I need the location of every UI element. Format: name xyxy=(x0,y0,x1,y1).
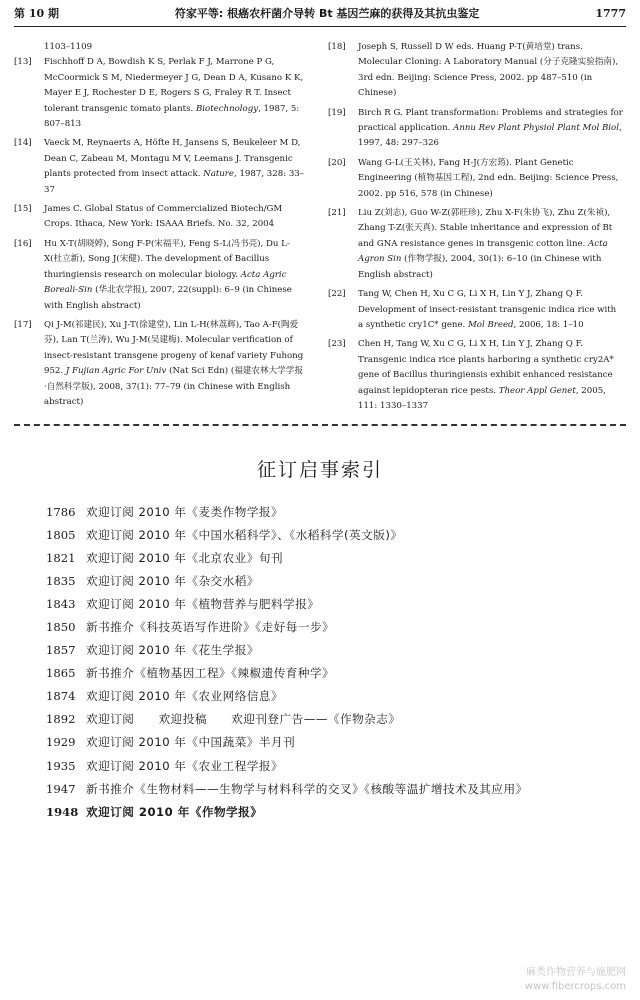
index-item xyxy=(46,662,606,685)
reference-journal: J Fujian Agric For Univ xyxy=(65,366,167,377)
index-entry-text: 欢迎订阅 2010 年《杂交水稻》 xyxy=(86,573,259,588)
index-entry-text: 欢迎订阅 2010 年《植物营养与肥料学报》 xyxy=(86,596,320,611)
reference-journal: Theor Appl Genet xyxy=(498,385,576,396)
index-item xyxy=(46,639,606,662)
index-item xyxy=(46,731,606,754)
index-entry-text: 欢迎订阅 2010 年《北京农业》旬刊 xyxy=(86,550,284,565)
reference-citation: , 2006, 18: 1–10 xyxy=(513,319,584,330)
page-header xyxy=(14,0,626,26)
reference-text: Hu X-T(胡晓婷), Song F-P(宋福平), Feng S-L(冯书亮), Du L-X(杜立新), Song J(宋健). The development of Bacillus thuringiensis research on molecular biology. xyxy=(44,238,290,280)
reference-number: [16] xyxy=(14,238,32,249)
reference-item xyxy=(328,106,623,152)
index-entry-text: 新书推介《植物基因工程》《辣椒遗传育种学》 xyxy=(86,666,335,681)
reference-journal: Biotechnology xyxy=(195,103,259,114)
reference-number: [23] xyxy=(328,339,346,350)
index-item xyxy=(46,685,606,708)
index-entry-text: 欢迎订阅 2010 年《农业工程学报》 xyxy=(86,758,284,773)
index-page-number: 1857 xyxy=(46,643,76,658)
reference-citation: , 1987, 5: 807–813 xyxy=(44,103,300,130)
reference-text: Tang W, Chen H, Xu C G, Li X H, Lin Y J, Zhang Q F. Development of insect-resistant transgenic indica rice with a synthetic cry1C* gene. xyxy=(358,289,617,330)
issue-label: 第 10 期 xyxy=(14,7,59,20)
reference-number: [14] xyxy=(14,138,32,149)
index-item xyxy=(46,777,606,800)
index-item xyxy=(46,800,606,823)
reference-text: Fischhoff D A, Bowdish K S, Perlak F J, Marrone P G, McCoormick S M, Niedermeyer J G, Dean D A, Kusano K K, Mayer E J, Rochester D E, Rogers S G, Fraley R T. Insect tolerant transgenic tomato plants. xyxy=(44,57,304,114)
index-entry-text: 欢迎订阅 2010 年《中国蔬菜》半月刊 xyxy=(86,735,296,750)
reference-item xyxy=(328,206,623,283)
page-number: 1777 xyxy=(595,6,626,20)
reference-citation: (作物学报), 2004, 30(1): 6–10 (in Chinese with English abstract) xyxy=(358,254,602,280)
reference-continuation: 1103–1109 xyxy=(44,42,93,52)
running-title: 符家平等: 根癌农杆菌介导转 Bt 基因苎麻的获得及其抗虫鉴定 xyxy=(174,7,480,20)
reference-citation: (Nat Sci Edn) (福建农林大学学报·自然科学版), 2008, 37(1): 77–79 (in Chinese with English abstract) xyxy=(44,366,303,407)
reference-number: [13] xyxy=(14,57,32,68)
reference-number: [21] xyxy=(328,208,346,219)
index-page-number: 1821 xyxy=(46,550,76,565)
index-page-number: 1892 xyxy=(46,712,76,727)
reference-text: Vaeck M, Reynaerts A, Höfte H, Jansens S, Beukeleer M D, Dean C, Zabeau M, Montagu M V, Leemans J. Transgenic plants protected from insect attack. xyxy=(44,138,301,180)
index-page-number: 1929 xyxy=(46,735,76,750)
index-page-number: 1947 xyxy=(46,781,76,796)
index-page-number: 1865 xyxy=(46,666,76,681)
reference-text: James C. Global Status of Commercialized Biotech/GM Crops. Ithaca, New York: ISAAA Briefs. No. 32, 2004 xyxy=(44,204,283,230)
reference-item xyxy=(328,40,623,102)
reference-item xyxy=(328,287,623,333)
index-item xyxy=(46,592,606,615)
index-page-number: 1835 xyxy=(46,573,76,588)
index-page-number: 1948 xyxy=(46,804,79,819)
references-left-column xyxy=(14,40,305,414)
index-entry-text: 欢迎订阅 2010 年《中国水稻科学》、《水稻科学(英文版)》 xyxy=(86,527,403,542)
reference-number: [20] xyxy=(328,157,346,168)
index-item xyxy=(46,523,606,546)
index-entry-text: 新书推介《科技英语写作进阶》《走好每一步》 xyxy=(86,620,335,635)
index-entry-text: 欢迎订阅 2010 年《作物学报》 xyxy=(86,804,263,819)
reference-journal: Mol Breed xyxy=(468,319,514,330)
reference-citation: (华北农学报), 2007, 22(suppl): 6–9 (in Chinese with English abstract) xyxy=(44,285,292,311)
index-entry-text: 欢迎订阅 2010 年《麦类作物学报》 xyxy=(86,504,284,519)
reference-journal: Nature xyxy=(203,169,234,180)
index-page-number: 1850 xyxy=(46,620,76,635)
reference-number: [18] xyxy=(328,42,346,52)
site-watermark xyxy=(525,966,626,994)
reference-item xyxy=(14,237,305,314)
index-list xyxy=(46,500,606,823)
index-page-number: 1805 xyxy=(46,527,76,542)
reference-text: Chen H, Tang W, Xu C G, Li X H, Lin Y J, Zhang Q F. Transgenic indica rice plants harboring a synthetic cry2A* gene of Bacillus thuringiensis exhibit enhanced resistance against lepidopteran rice pests. xyxy=(358,339,614,396)
reference-item xyxy=(14,136,305,198)
reference-number: [17] xyxy=(14,319,32,330)
index-entry-text: 欢迎订阅 欢迎投稿 欢迎刊登广告——《作物杂志》 xyxy=(86,712,401,727)
reference-citation: , 2005, 111: 1330–1337 xyxy=(358,385,606,411)
index-item xyxy=(46,615,606,638)
index-item xyxy=(46,708,606,731)
index-page-number: 1786 xyxy=(46,504,76,519)
index-page-number: 1843 xyxy=(46,596,76,611)
index-entry-text: 欢迎订阅 2010 年《花生学报》 xyxy=(86,643,259,658)
index-entry-text: 新书推介《生物材料——生物学与材料科学的交叉》《核酸等温扩增技术及其应用》 xyxy=(86,781,528,796)
reference-item xyxy=(328,156,623,202)
watermark-line-2: www.fibercrops.com xyxy=(524,981,626,992)
index-item xyxy=(46,569,606,592)
index-entry-text: 欢迎订阅 2010 年《农业网络信息》 xyxy=(86,689,284,704)
section-divider xyxy=(14,424,626,426)
reference-citation: , 1987, 328: 33–37 xyxy=(44,169,305,195)
reference-number: [22] xyxy=(328,289,346,300)
reference-item xyxy=(14,202,305,233)
reference-text: Wang G-L(王关林), Fang H-J(方宏筠). Plant Genetic Engineering (植物基因工程), 2nd edn. Beijing: Science Press, 2002. pp 516, 578 (in Chinese) xyxy=(358,157,619,199)
reference-text: Liu Z(刘志), Guo W-Z(郭旺珍), Zhu X-F(朱协飞), Zhu Z(朱祯), Zhang T-Z(张天真). Stable inheritance and expression of Bt and GNA resistance genes in transgenic cotton line. xyxy=(358,208,613,249)
reference-citation: , 1997, 48: 297–326 xyxy=(358,123,622,149)
reference-item xyxy=(14,318,305,410)
index-item xyxy=(46,500,606,523)
references-section xyxy=(14,40,626,412)
index-title: 征订启事索引 xyxy=(256,459,383,481)
reference-number: [15] xyxy=(14,204,32,215)
reference-journal: Acta Agric Boreali-Sin xyxy=(44,269,287,296)
index-page-number: 1935 xyxy=(46,758,76,773)
reference-item xyxy=(14,55,305,132)
references-right-column xyxy=(328,40,623,418)
reference-text: Birch R G. Plant transformation: Problems and strategies for practical application. xyxy=(358,107,623,134)
index-item xyxy=(46,754,606,777)
reference-journal: Annu Rev Plant Physiol Plant Mol Biol xyxy=(453,123,619,134)
reference-text: Qi J-M(祁建民), Xu J-T(徐建堂), Lin L-H(林荔辉), Tao A-F(陶爱芬), Lan T(兰涛), Wu J-M(吴建梅). Molecular verification of insect-resistant transgene progeny of kenaf variety Fuhong 952. xyxy=(44,319,304,377)
header-rule xyxy=(14,26,626,27)
index-page-number: 1874 xyxy=(46,689,76,704)
index-item xyxy=(46,546,606,569)
reference-item xyxy=(328,337,623,414)
reference-number: [19] xyxy=(328,107,346,118)
reference-journal: Acta Agron Sin xyxy=(358,238,608,265)
reference-text: Joseph S, Russell D W eds. Huang P-T(黄培堂) trans. Molecular Cloning: A Laboratory Manual (分子克隆实验指南), 3rd edn. Beijing: Science Press, 2002. pp 487–510 (in Chinese) xyxy=(358,42,619,99)
watermark-line-1: 麻类作物营养与施肥网 xyxy=(526,967,626,978)
